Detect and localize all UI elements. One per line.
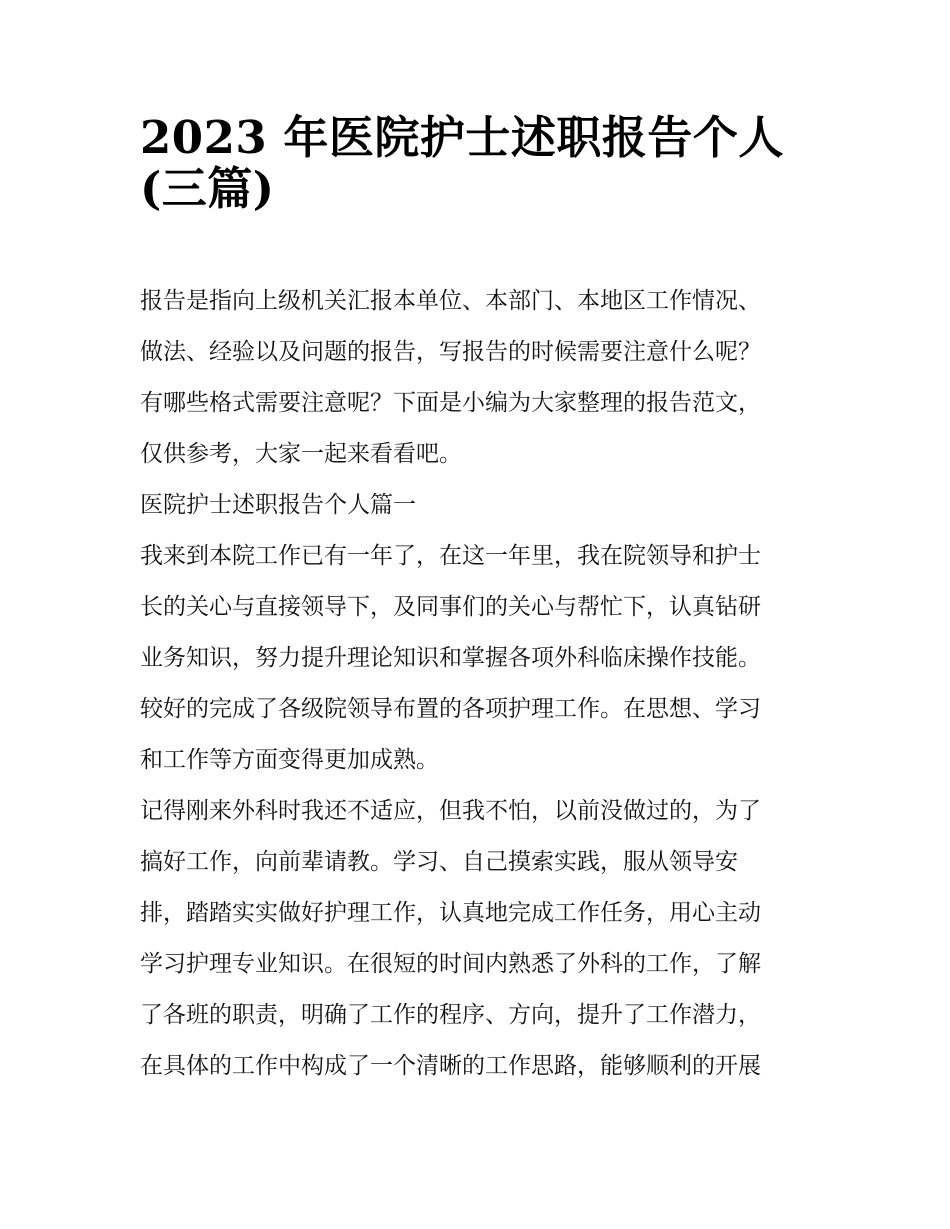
document-body [140, 276, 820, 1092]
text-line: 较好的完成了各级院领导布置的各项护理工作。在思想、学习 [140, 696, 761, 722]
text-line: 记得刚来外科时我还不适应，但我不怕，以前没做过的，为了 [140, 798, 761, 824]
text-line: 我来到本院工作已有一年了，在这一年里，我在院领导和护士 [140, 543, 761, 569]
text-line: 做法、经验以及问题的报告，写报告的时候需要注意什么呢？ [140, 339, 761, 365]
text-line: 有哪些格式需要注意呢？下面是小编为大家整理的报告范文， [140, 390, 761, 416]
text-line: 学习护理专业知识。在很短的时间内熟悉了外科的工作，了解 [140, 951, 761, 977]
section-heading [140, 480, 820, 531]
title-line: 2023 年医院护士述职报告个人 [140, 111, 784, 164]
body-paragraph [140, 531, 820, 786]
text-line: 长的关心与直接领导下，及同事们的关心与帮忙下，认真钻研 [140, 594, 761, 620]
text-line: 搞好工作，向前辈请教。学习、自己摸索实践，服从领导安 [140, 849, 738, 875]
text-line: 排，踏踏实实做好护理工作，认真地完成工作任务，用心主动 [140, 900, 761, 926]
document-title [140, 112, 820, 214]
text-line: 医院护士述职报告个人篇一 [140, 492, 416, 518]
title-line: (三篇) [140, 162, 275, 215]
text-line: 报告是指向上级机关汇报本单位、本部门、本地区工作情况、 [140, 288, 761, 314]
text-line: 和工作等方面变得更加成熟。 [140, 747, 439, 773]
text-line: 在具体的工作中构成了一个清晰的工作思路，能够顺利的开展 [140, 1053, 761, 1079]
body-paragraph [140, 786, 820, 1092]
intro-paragraph [140, 276, 820, 480]
text-line: 了各班的职责，明确了工作的程序、方向，提升了工作潜力， [140, 1002, 761, 1028]
text-line: 仅供参考，大家一起来看看吧。 [140, 441, 462, 467]
text-line: 业务知识，努力提升理论知识和掌握各项外科临床操作技能。 [140, 645, 761, 671]
